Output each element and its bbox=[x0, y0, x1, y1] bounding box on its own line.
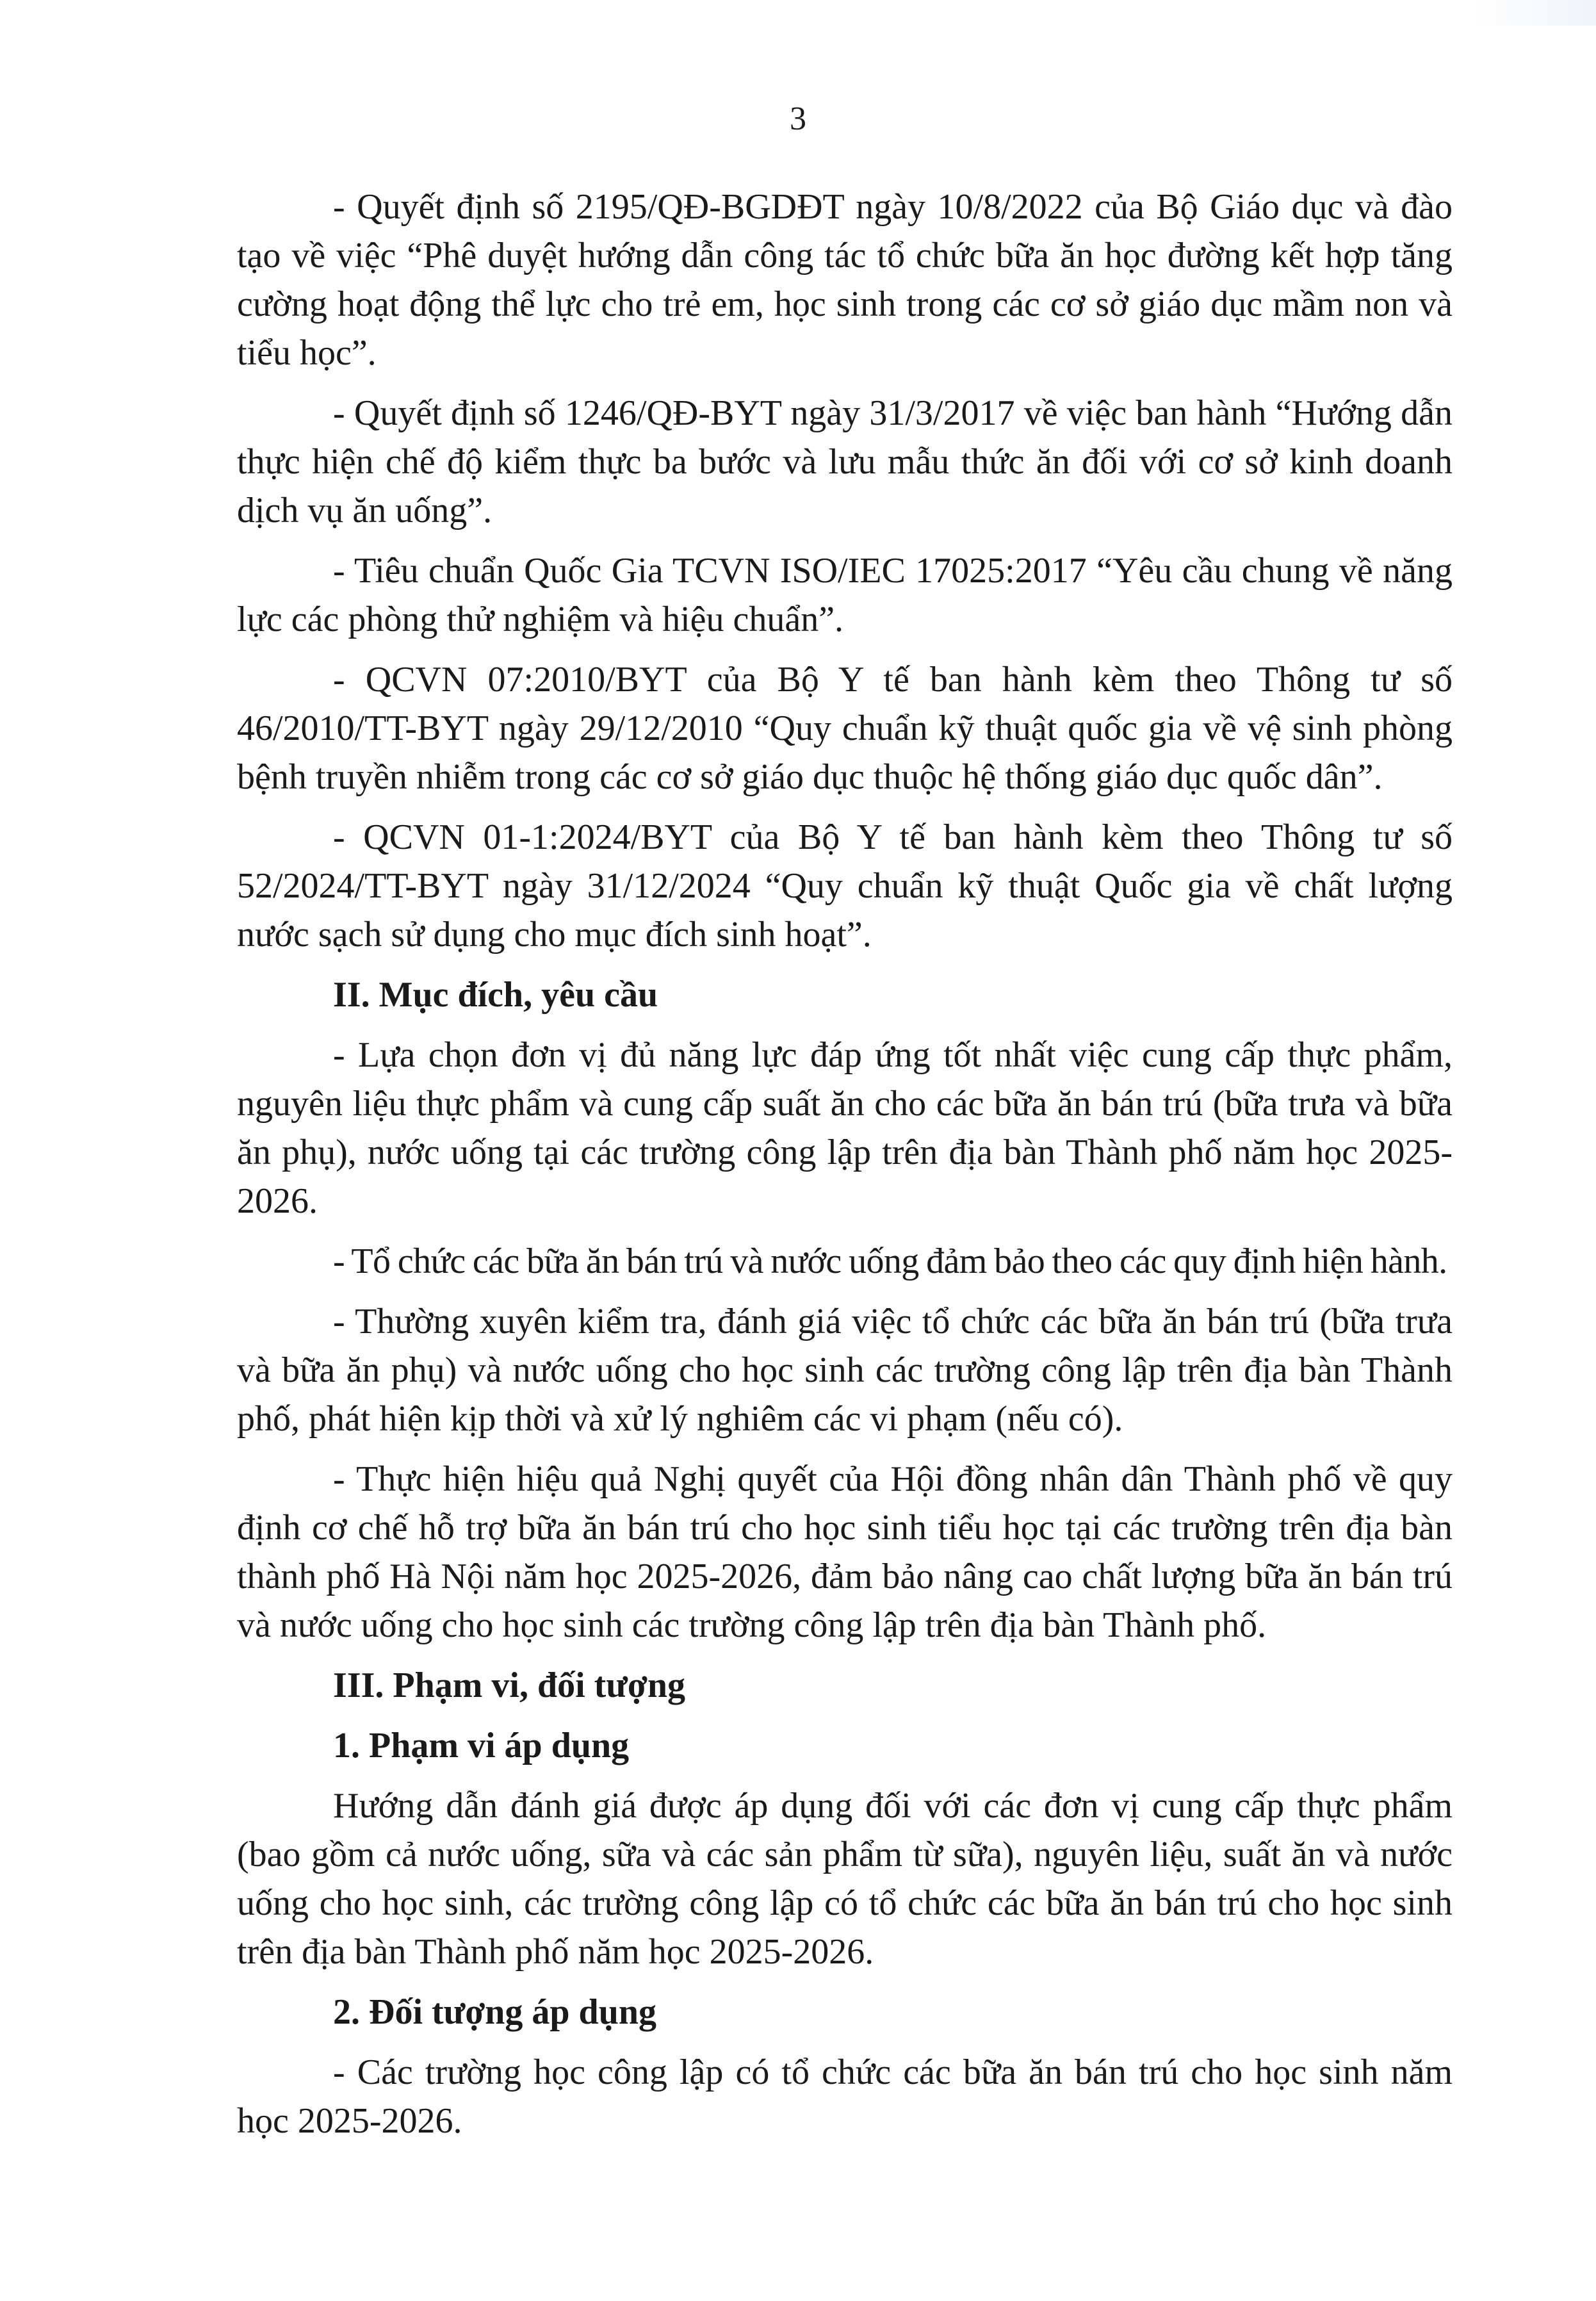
paragraph-scope: Hướng dẫn đánh giá được áp dụng đối với các đơn vị cung cấp thực phẩm (bao gồm cả nước uống, sữa và các sản phẩm từ sữa), nguyên liệu, suất ăn và nước uống cho học sinh, các trường công lập có tổ chức các bữa ăn bán trú cho học sinh trên địa bàn Thành phố năm học 2025-2026. bbox=[237, 1786, 1453, 1972]
paragraph-qcvn-07-2010: - QCVN 07:2010/BYT của Bộ Y tế ban hành kèm theo Thông tư số 46/2010/TT-BYT ngày 29/12/2010 “Quy chuẩn kỹ thuật quốc gia về vệ sinh phòng bệnh truyền nhiễm trong các cơ sở giáo dục thuộc hệ thống giáo dục quốc dân”. bbox=[237, 660, 1453, 797]
section-heading-scope-subjects: III. Phạm vi, đối tượng bbox=[333, 1666, 686, 1705]
paragraph-subjects-public-schools: - Các trường học công lập có tổ chức các bữa ăn bán trú cho học sinh năm học 2025-2026. bbox=[237, 2052, 1453, 2141]
paragraph-select-supplier: - Lựa chọn đơn vị đủ năng lực đáp ứng tốt nhất việc cung cấp thực phẩm, nguyên liệu thực phẩm và cung cấp suất ăn cho các bữa ăn bán trú (bữa trưa và bữa ăn phụ), nước uống tại các trường công lập trên địa bàn Thành phố năm học 2025-2026. bbox=[237, 1035, 1453, 1221]
paragraph-organize-meals: - Tổ chức các bữa ăn bán trú và nước uống đảm bảo theo các quy định hiện hành. bbox=[333, 1241, 1447, 1281]
subheading-subjects: 2. Đối tượng áp dụng bbox=[333, 1992, 656, 2032]
paragraph-implement-resolution: - Thực hiện hiệu quả Nghị quyết của Hội đồng nhân dân Thành phố về quy định cơ chế hỗ trợ bữa ăn bán trú cho học sinh tiểu học tại các trường trên địa bàn thành phố Hà Nội năm học 2025-2026, đảm bảo nâng cao chất lượng bữa ăn bán trú và nước uống cho học sinh các trường công lập trên địa bàn Thành phố. bbox=[237, 1459, 1453, 1645]
paragraph-decision-1246: - Quyết định số 1246/QĐ-BYT ngày 31/3/2017 về việc ban hành “Hướng dẫn thực hiện chế độ kiểm thực ba bước và lưu mẫu thức ăn đối với cơ sở kinh doanh dịch vụ ăn uống”. bbox=[237, 393, 1453, 530]
paragraph-decision-2195: - Quyết định số 2195/QĐ-BGDĐT ngày 10/8/2022 của Bộ Giáo dục và đào tạo về việc “Phê duyệt hướng dẫn công tác tổ chức bữa ăn học đường kết hợp tăng cường hoạt động thể lực cho trẻ em, học sinh trong các cơ sở giáo dục mầm non và tiểu học”. bbox=[237, 187, 1453, 373]
paragraph-qcvn-01-1-2024: - QCVN 01-1:2024/BYT của Bộ Y tế ban hành kèm theo Thông tư số 52/2024/TT-BYT ngày 31/12/2024 “Quy chuẩn kỹ thuật Quốc gia về chất lượng nước sạch sử dụng cho mục đích sinh hoạt”. bbox=[237, 817, 1453, 954]
paragraph-regular-inspection: - Thường xuyên kiểm tra, đánh giá việc tổ chức các bữa ăn bán trú (bữa trưa và bữa ăn phụ) và nước uống cho học sinh các trường công lập trên địa bàn Thành phố, phát hiện kịp thời và xử lý nghiêm các vi phạm (nếu có). bbox=[237, 1302, 1453, 1439]
page-number: 3 bbox=[790, 101, 806, 137]
section-heading-purpose: II. Mục đích, yêu cầu bbox=[333, 975, 658, 1015]
document-body bbox=[237, 183, 1453, 2157]
scan-edge-mark bbox=[1474, 0, 1596, 26]
subheading-scope: 1. Phạm vi áp dụng bbox=[333, 1726, 630, 1765]
paragraph-tcvn-17025: - Tiêu chuẩn Quốc Gia TCVN ISO/IEC 17025:2017 “Yêu cầu chung về năng lực các phòng thử nghiệm và hiệu chuẩn”. bbox=[237, 551, 1453, 639]
